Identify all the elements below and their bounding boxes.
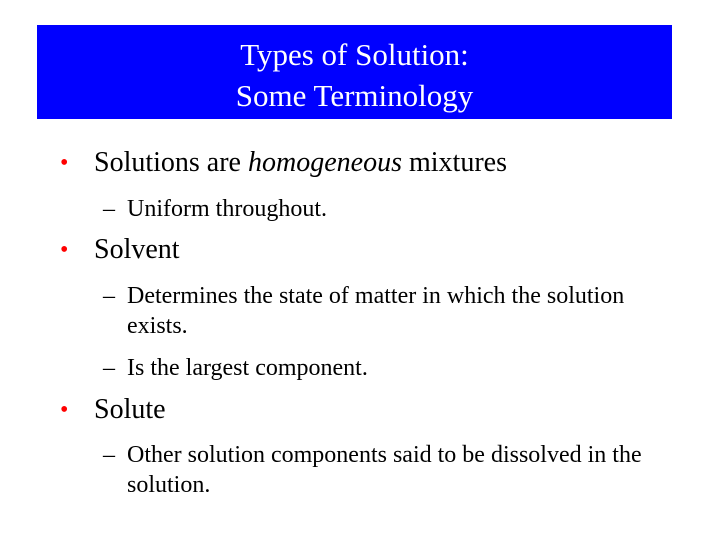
subitem-largest-component: [103, 353, 683, 383]
bullet-icon: •: [60, 237, 69, 263]
bullet-text: Solute: [94, 394, 166, 425]
subitem-text: Is the largest component.: [127, 355, 368, 381]
bullet-text-part: Solutions are: [94, 147, 248, 178]
bullet-text: [94, 147, 507, 179]
bullet-text: Solvent: [94, 234, 180, 265]
subitem-uniform: [103, 194, 683, 224]
dash-icon: –: [103, 355, 115, 381]
slide-title-line-2: Some Terminology: [235, 78, 474, 113]
slide-title-line-1: Types of Solution:: [240, 37, 469, 72]
dash-icon: –: [103, 283, 115, 309]
subitem-text: Other solution components said to be dissolved in the solution.: [127, 442, 642, 498]
bullet-icon: •: [60, 397, 69, 423]
bullet-solvent: [60, 234, 180, 266]
dash-icon: –: [103, 196, 115, 222]
subitem-text: Uniform throughout.: [127, 196, 327, 222]
bullet-icon: •: [60, 150, 69, 176]
bullet-solute: [60, 394, 166, 426]
subitem-text: Determines the state of matter in which the solution exists.: [127, 283, 625, 339]
bullet-solutions: [60, 147, 507, 179]
bullet-text-part: mixtures: [401, 147, 507, 178]
dash-icon: –: [103, 442, 115, 468]
bullet-text-italic: homogeneous: [248, 147, 402, 178]
subitem-other-components: [103, 440, 683, 500]
subitem-determines-state: [103, 281, 683, 341]
